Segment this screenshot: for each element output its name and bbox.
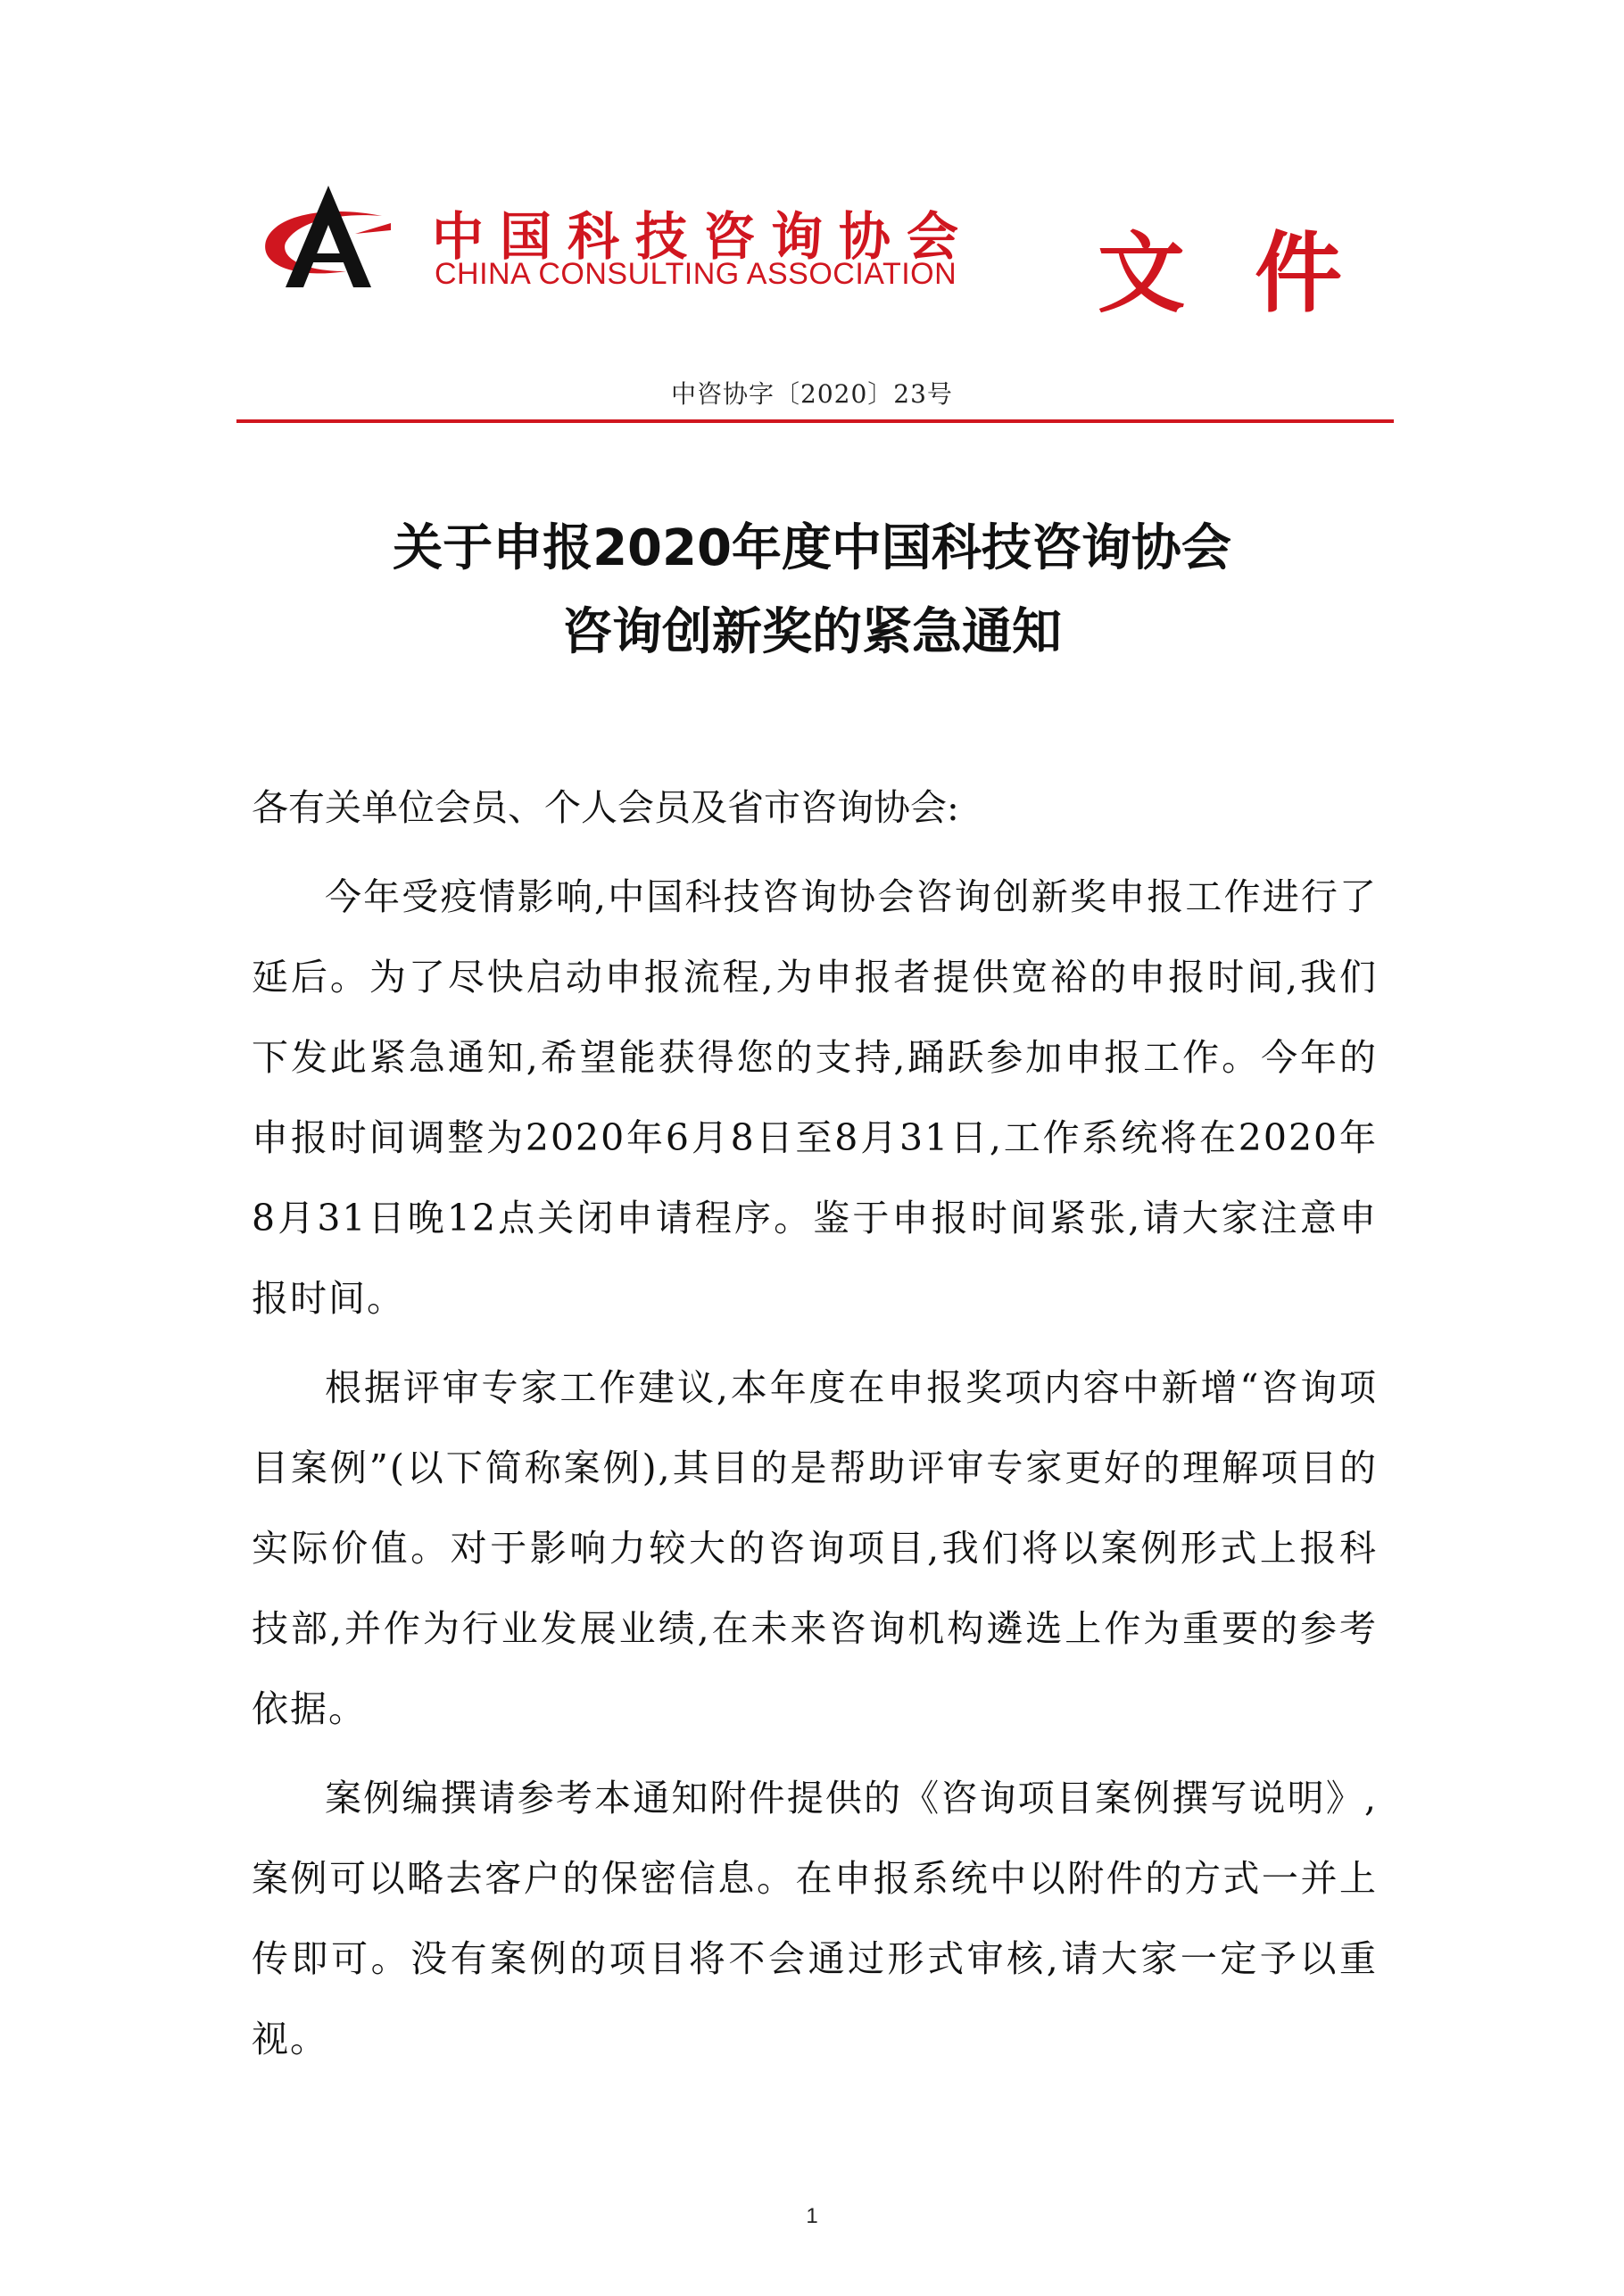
notice-title [0,507,1624,675]
salutation: 各有关单位会员、个人会员及省市咨询协会: [252,786,959,829]
document-type-label: 文件 [1098,222,1413,325]
header-divider [236,419,1394,423]
title-line-1: 关于申报2020年度中国科技咨询协会 [393,519,1231,577]
body-paragraph: 案例编撰请参考本通知附件提供的《咨询项目案例撰写说明》,案例可以略去客户的保密信息。在申报系统中以附件的方式一并上传即可。没有案例的项目将不会通过形式审核,请大家一定予以重视。 [252,1777,1378,2060]
body-paragraph: 今年受疫情影响,中国科技咨询协会咨询创新奖申报工作进行了延后。为了尽快启动申报流程,为申报者提供宽裕的申报时间,我们下发此紧急通知,希望能获得您的支持,踊跃参加申报工作。今年的申报时间调整为2020年6月8日至8月31日,工作系统将在2020年8月31日晚12点关闭申请程序。鉴于申报时间紧张,请大家注意申报时间。 [252,875,1378,1320]
association-logo-icon [248,178,409,294]
body-paragraph: 根据评审专家工作建议,本年度在申报奖项内容中新增“咨询项目案例”(以下简称案例),其目的是帮助评审专家更好的理解项目的实际价值。对于影响力较大的咨询项目,我们将以案例形式上报科技部,并作为行业发展业绩,在未来咨询机构遴选上作为重要的参考依据。 [252,1366,1378,1730]
notice-body [252,767,1378,2079]
organization-name-english: CHINA CONSULTING ASSOCIATION [435,257,957,291]
page-number: 1 [806,2204,818,2228]
organization-name-chinese: 中国科技咨询协会 [432,206,975,267]
title-line-2: 咨询创新奖的紧急通知 [562,603,1062,661]
document-number: 中咨协字〔2020〕23号 [671,379,953,409]
